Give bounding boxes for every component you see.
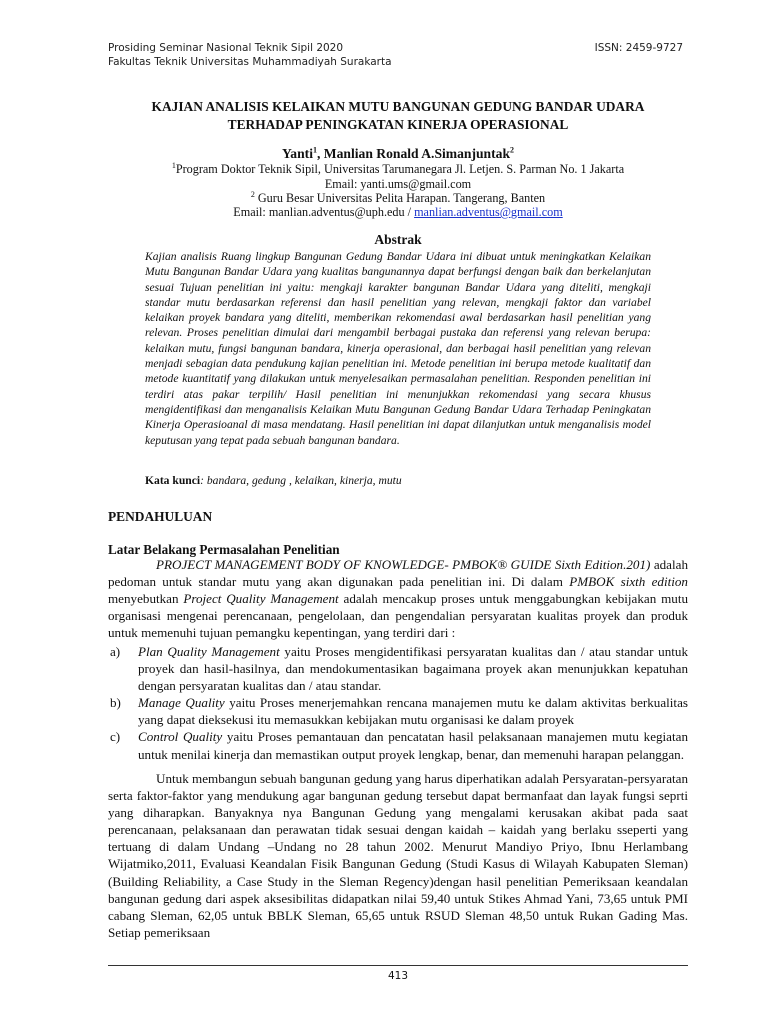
header-proceedings: Prosiding Seminar Nasional Teknik Sipil 2020 [108, 42, 344, 54]
p1-italic-e: Project Quality Management [183, 591, 339, 607]
email-1: Email: yanti.ums@gmail.com [324, 177, 472, 191]
header-faculty: Fakultas Teknik Universitas Muhammadiyah Surakarta [108, 56, 392, 68]
p1-italic-c: PMBOK sixth edition [569, 574, 688, 590]
title-line-1: KAJIAN ANALISIS KELAIKAN MUTU BANGUNAN GEDUNG BANDAR UDARA [151, 99, 645, 114]
author-list [108, 146, 688, 162]
list-item [108, 694, 688, 728]
list-marker: c) [110, 729, 121, 745]
list-term: Control Quality [138, 729, 223, 745]
affiliation-2-sup: 2 [250, 189, 255, 199]
list-item [108, 643, 688, 694]
paragraph-1 [108, 556, 688, 641]
keywords-label: Kata kunci [145, 474, 201, 487]
subsection-heading: Latar Belakang Permasalahan Penelitian [108, 542, 340, 557]
affiliation-2-text: Guru Besar Universitas Pelita Harapan. Tangerang, Banten [254, 191, 546, 205]
p1-text-b: adalah pedoman untuk standar mutu yang akan digunakan pada penelitian ini. Di dalam [108, 557, 688, 590]
author-1-sup: 1 [312, 145, 317, 155]
p1-text-d: menyebutkan [108, 591, 184, 607]
email-2-prefix: Email: manlian.adventus@uph.edu / [233, 205, 415, 219]
paragraph-2: Untuk membangun sebuah bangunan gedung yang harus diperhatikan adalah Persyaratan-persyaratan serta faktor-faktor yang mendukung agar bangunan gedung tersebut dapat bermanfaat dan layak fungsi seprti yang diharapkan. Banyaknya nya Bangunan Gedung yang mengalami kerusakan akibat pada saat perencanaan, pelaksanaan dan perawatan tidak sesuai dengan kaidah – kaidah yang berlaku sseperti yang tertuang di dalam Undang –Undang no 28 tahun 2002. Menurut Mandiyo Priyo, Ibnu Herlambang Wijatmiko,2011, Evaluasi Keandalan Fisik Bangunan Gedung (Studi Kasus di Wilayah Kabupaten Sleman) (Building Reliability, a Case Study in the Sleman Regency)dengan hasil penelitian Pemeriksaan keandalan bangunan gedung dari aspek aksesibilitas didapatkan nilai 59,40 untuk Stikes Ahmad Yani, 73,65 untuk PMI cabang Sleman, 62,05 untuk BBLK Sleman, 65,65 untuk RSUD Sleman 48,50 untuk Rukan Gading Mas. Setiap pemeriksaan [108, 771, 688, 940]
footer-divider [108, 965, 688, 966]
affiliation-2 [108, 191, 688, 206]
list-term: Plan Quality Management [138, 644, 280, 659]
list-text: yaitu Proses mengidentifikasi persyaratan kualitas dan / atau standar untuk proyek dan hasil-hasilnya, dan mendokumentasikan bagaimana proyek akan menunjukkan kepatuhan dengan persyaratan kualitas dan / atau standar. [138, 644, 688, 694]
p1-italic-a: PROJECT MANAGEMENT BODY OF KNOWLEDGE- PMBOK® GUIDE Sixth Edition.201) [156, 557, 651, 572]
affiliation-1-sup: 1 [171, 160, 176, 170]
keywords [145, 474, 402, 487]
quality-process-list [108, 643, 688, 763]
header-issn: ISSN: 2459-9727 [594, 42, 683, 54]
list-marker: b) [110, 695, 121, 711]
author-2: Manlian Ronald A.Simanjuntak [323, 146, 510, 161]
affiliation-1-text: Program Doktor Teknik Sipil, Universitas Tarumanegara Jl. Letjen. S. Parman No. 1 Jakarta [175, 162, 625, 176]
p1-text-f: adalah mencakup proses untuk menggabungkan kebijakan mutu organisasi mengenai perencanaan, pengelolaan, dan pengendalian persyaratan kualitas proyek dan produk untuk memenuhi tujuan pemangku kepentingan, yang terdiri dari : [108, 591, 689, 641]
author-1: Yanti [282, 146, 313, 161]
abstract-heading: Abstrak [374, 232, 422, 247]
abstract-text: Kajian analisis Ruang lingkup Bangunan Gedung Bandar Udara ini dibuat untuk meningkatkan Kelaikan Mutu Bangunan Bandar Udara yang kualitas bangunannya dapat berfungsi dengan baik dan berkelanjutan sesuai Tujuan penelitian ini yaitu: mengkaji karakter bangunan Bandar Udara yang diteliti, mengkaji standar mutu berdasarkan referensi dan hasil penelitian yang relevan, mengkaji faktor dan variabel kelaikan proyek bandara yang diteliti, memberikan rekomendasi awal berdasarkan hasil penelitian yang relevan. Proses penelitian dimulai dari mengambil berbagai pustaka dan referensi yang relevan berupa: kelaikan mutu, fungsi bangunan bandara, kinerja operasional, dan berbagai hasil penelitian yang relevan menjadi sebagian data pendukung kajian penelitian ini. Metode penelitian ini berupa metode kualitatif dan metode kuantitatif yang dilakukan untuk menyelesaikan permasalahan penelitian. Responden penelitian ini terdiri atas pakar terpilih/ Hasil penelitian ini menunjukkan rekomendasi yang secara khusus mengidentifikasi dan menganalisis Kelaikan Mutu Bangunan Gedung Bandar Udara Terhadap Peningkatan Kinerja Operasioanal di masa mendatang. Hasil penelitian ini dapat dilanjutkan untuk menganalisis model keputusan yang tepat pada sebuah bangunan bandara. [145, 250, 651, 447]
list-text: yaitu Proses pemantauan dan pencatatan hasil pelaksanaan manajemen mutu kegiatan untuk menilai kinerja dan memastikan output proyek lengkap, benar, dan memenuhi harapan pelanggan. [138, 729, 688, 762]
email-2 [108, 205, 688, 220]
keywords-text: : bandara, gedung , kelaikan, kinerja, mutu [200, 474, 402, 487]
paper-title [108, 98, 688, 134]
affiliation-1 [108, 162, 688, 177]
list-marker: a) [110, 644, 121, 659]
page-number: 413 [387, 970, 409, 982]
section-heading: PENDAHULUAN [108, 509, 213, 524]
list-text: yaitu Proses menerjemahkan rencana manajemen mutu ke dalam aktivitas berkualitas yang dapat dieksekusi itu memasukkan kebijakan mutu organisasi ke dalam proyek [138, 695, 688, 728]
list-term: Manage Quality [138, 695, 225, 711]
title-line-2: TERHADAP PENINGKATAN KINERJA OPERASIONAL [227, 117, 569, 132]
author-sep: , [316, 146, 324, 161]
list-item [108, 728, 688, 762]
email-2-link[interactable]: manlian.adventus@gmail.com [414, 205, 563, 219]
author-2-sup: 2 [510, 145, 514, 155]
